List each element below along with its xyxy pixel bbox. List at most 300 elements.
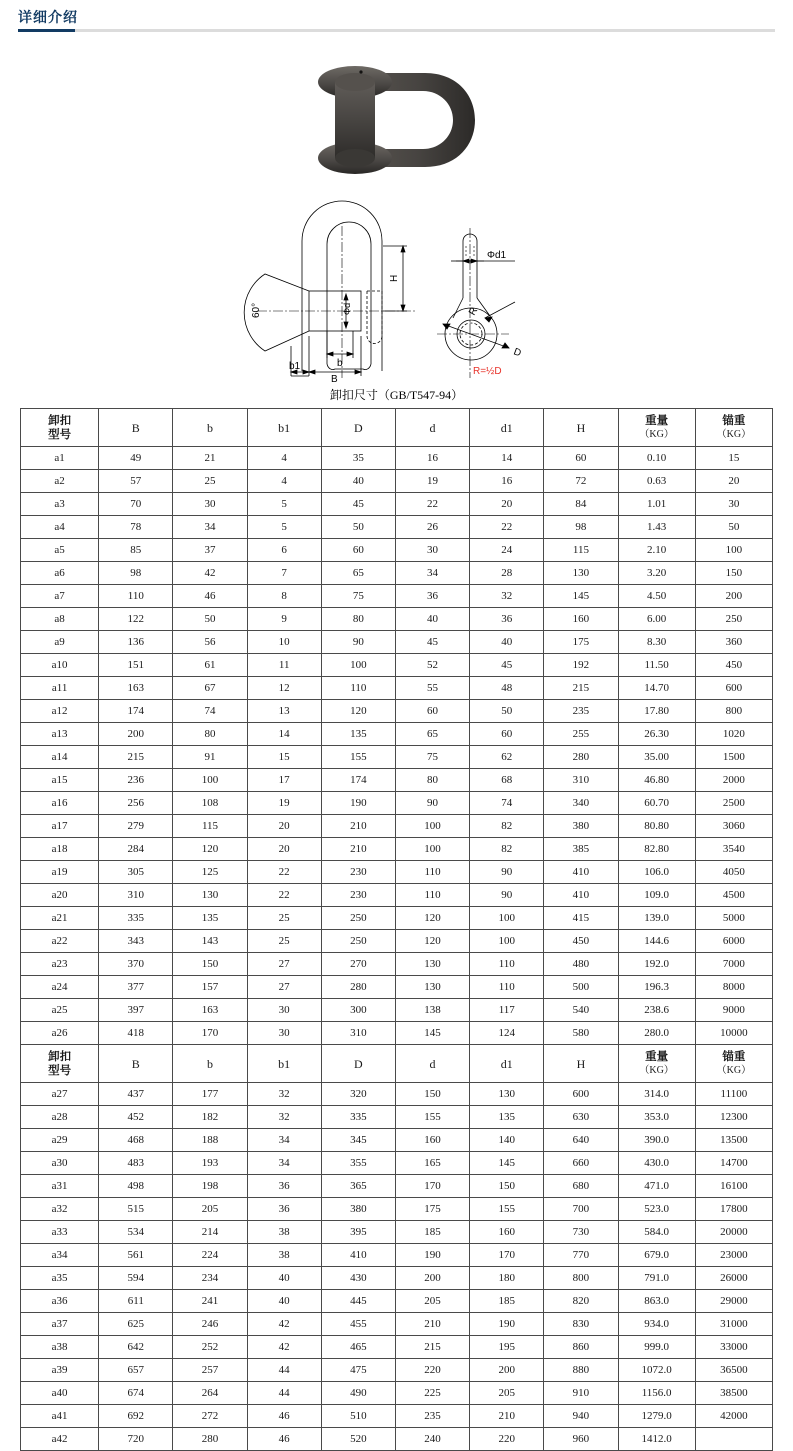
cell-value: 80 [321, 608, 395, 631]
cell-value: 130 [173, 884, 247, 907]
cell-value: 214 [173, 1221, 247, 1244]
cell-value: 120 [321, 700, 395, 723]
column-header-B: B [99, 1045, 173, 1083]
cell-value: 642 [99, 1336, 173, 1359]
cell-value: 120 [395, 907, 469, 930]
cell-value: 16 [395, 447, 469, 470]
cell-value: 193 [173, 1152, 247, 1175]
cell-value: 15 [695, 447, 772, 470]
cell-value: 210 [321, 838, 395, 861]
cell-value: 40 [321, 470, 395, 493]
column-header-d: d [395, 1045, 469, 1083]
cell-value: 2.10 [618, 539, 695, 562]
table-row [21, 608, 773, 631]
cell-value: 205 [395, 1290, 469, 1313]
cell-value: 430 [321, 1267, 395, 1290]
cell-value: 4 [247, 470, 321, 493]
label-phi-d1: Φd1 [486, 250, 506, 261]
cell-value: 210 [470, 1405, 544, 1428]
cell-value: 353.0 [618, 1106, 695, 1129]
table-row [21, 723, 773, 746]
cell-value: 32 [470, 585, 544, 608]
cell-value: 791.0 [618, 1267, 695, 1290]
cell-value: 594 [99, 1267, 173, 1290]
cell-value: 500 [544, 976, 618, 999]
cell-value: 235 [395, 1405, 469, 1428]
table-row [21, 1359, 773, 1382]
cell-value: 314.0 [618, 1083, 695, 1106]
cell-value: 31000 [695, 1313, 772, 1336]
cell-value: 65 [395, 723, 469, 746]
cell-value: 30 [173, 493, 247, 516]
table-row [21, 1382, 773, 1405]
cell-model: a11 [21, 677, 99, 700]
cell-model: a29 [21, 1129, 99, 1152]
cell-value: 498 [99, 1175, 173, 1198]
cell-model: a3 [21, 493, 99, 516]
cell-model: a21 [21, 907, 99, 930]
cell-value: 138 [395, 999, 469, 1022]
cell-value: 600 [544, 1083, 618, 1106]
cell-model: a6 [21, 562, 99, 585]
cell-value: 160 [395, 1129, 469, 1152]
cell-value: 0.63 [618, 470, 695, 493]
cell-value: 830 [544, 1313, 618, 1336]
cell-value: 625 [99, 1313, 173, 1336]
column-header-重量: 重量 （KG） [618, 409, 695, 447]
cell-value: 42000 [695, 1405, 772, 1428]
cell-value: 25 [247, 907, 321, 930]
cell-value: 160 [470, 1221, 544, 1244]
cell-value: 200 [470, 1359, 544, 1382]
cell-value: 40 [470, 631, 544, 654]
cell-value: 800 [695, 700, 772, 723]
cell-value: 720 [99, 1428, 173, 1451]
cell-value: 30 [395, 539, 469, 562]
cell-value: 75 [395, 746, 469, 769]
cell-value: 190 [470, 1313, 544, 1336]
cell-value: 68 [470, 769, 544, 792]
cell-value: 40 [247, 1267, 321, 1290]
column-header-b: b [173, 409, 247, 447]
cell-value: 29000 [695, 1290, 772, 1313]
cell-value: 14700 [695, 1152, 772, 1175]
cell-value: 34 [247, 1152, 321, 1175]
cell-value: 135 [470, 1106, 544, 1129]
cell-value: 205 [470, 1382, 544, 1405]
cell-value: 7 [247, 562, 321, 585]
cell-value: 820 [544, 1290, 618, 1313]
cell-value: 20 [470, 493, 544, 516]
cell-value: 120 [173, 838, 247, 861]
table-row [21, 1198, 773, 1221]
cell-value: 130 [395, 953, 469, 976]
cell-model: a13 [21, 723, 99, 746]
cell-value: 240 [395, 1428, 469, 1451]
cell-value: 180 [470, 1267, 544, 1290]
cell-value: 20 [695, 470, 772, 493]
cell-value: 106.0 [618, 861, 695, 884]
column-header-B: B [99, 409, 173, 447]
cell-value: 100 [470, 930, 544, 953]
cell-value: 185 [395, 1221, 469, 1244]
cell-value: 1.01 [618, 493, 695, 516]
cell-value: 155 [395, 1106, 469, 1129]
cell-model: a28 [21, 1106, 99, 1129]
cell-value: 185 [470, 1290, 544, 1313]
cell-value: 934.0 [618, 1313, 695, 1336]
cell-value: 74 [470, 792, 544, 815]
cell-model: a25 [21, 999, 99, 1022]
cell-model: a27 [21, 1083, 99, 1106]
cell-value: 210 [321, 815, 395, 838]
cell-value: 0.10 [618, 447, 695, 470]
table-row [21, 999, 773, 1022]
cell-value: 60 [321, 539, 395, 562]
cell-value: 33000 [695, 1336, 772, 1359]
table-row [21, 861, 773, 884]
cell-value: 22 [470, 516, 544, 539]
cell-value: 305 [99, 861, 173, 884]
cell-value: 90 [470, 884, 544, 907]
cell-value: 140 [470, 1129, 544, 1152]
cell-value: 215 [395, 1336, 469, 1359]
cell-value: 8 [247, 585, 321, 608]
cell-model: a37 [21, 1313, 99, 1336]
cell-model: a33 [21, 1221, 99, 1244]
table-row [21, 815, 773, 838]
cell-value: 238.6 [618, 999, 695, 1022]
label-D: D [511, 346, 523, 360]
column-header-b1: b1 [247, 1045, 321, 1083]
cell-value: 22 [395, 493, 469, 516]
cell-value: 45 [321, 493, 395, 516]
cell-value: 465 [321, 1336, 395, 1359]
column-header-d1: d1 [470, 409, 544, 447]
cell-value: 225 [395, 1382, 469, 1405]
table-row [21, 838, 773, 861]
cell-value: 310 [99, 884, 173, 907]
cell-value: 310 [321, 1022, 395, 1045]
column-header-b: b [173, 1045, 247, 1083]
cell-value: 110 [395, 861, 469, 884]
cell-value: 220 [470, 1428, 544, 1451]
column-header-H: H [544, 409, 618, 447]
cell-value: 110 [395, 884, 469, 907]
cell-value: 611 [99, 1290, 173, 1313]
spec-table-body [21, 409, 773, 1451]
cell-value: 534 [99, 1221, 173, 1244]
shackle-photo-graphic [297, 55, 497, 185]
column-header-H: H [544, 1045, 618, 1083]
cell-value: 60 [395, 700, 469, 723]
cell-value: 27 [247, 976, 321, 999]
cell-value: 151 [99, 654, 173, 677]
cell-value: 20 [247, 815, 321, 838]
cell-value: 11 [247, 654, 321, 677]
cell-value: 135 [173, 907, 247, 930]
cell-value: 130 [395, 976, 469, 999]
cell-value: 120 [395, 930, 469, 953]
cell-value: 355 [321, 1152, 395, 1175]
cell-value: 60 [470, 723, 544, 746]
cell-value: 175 [395, 1198, 469, 1221]
cell-value: 600 [695, 677, 772, 700]
table-row [21, 930, 773, 953]
cell-value: 124 [470, 1022, 544, 1045]
cell-model: a32 [21, 1198, 99, 1221]
cell-value: 67 [173, 677, 247, 700]
header-divider [18, 29, 775, 32]
cell-value: 30 [247, 999, 321, 1022]
cell-value: 82 [470, 815, 544, 838]
cell-value: 117 [470, 999, 544, 1022]
cell-value: 660 [544, 1152, 618, 1175]
cell-value: 42 [247, 1313, 321, 1336]
cell-model: a20 [21, 884, 99, 907]
cell-value: 25 [173, 470, 247, 493]
cell-value: 145 [395, 1022, 469, 1045]
cell-value: 455 [321, 1313, 395, 1336]
cell-value: 5 [247, 516, 321, 539]
table-row [21, 1022, 773, 1045]
cell-value: 91 [173, 746, 247, 769]
cell-value: 4.50 [618, 585, 695, 608]
shackle-pin-hole [359, 70, 362, 73]
cell-value: 860 [544, 1336, 618, 1359]
cell-value: 236 [99, 769, 173, 792]
cell-model: a38 [21, 1336, 99, 1359]
cell-value: 26.30 [618, 723, 695, 746]
cell-value: 580 [544, 1022, 618, 1045]
cell-model: a23 [21, 953, 99, 976]
cell-value: 19 [395, 470, 469, 493]
cell-value: 170 [395, 1175, 469, 1198]
cell-value: 21 [173, 447, 247, 470]
cell-value: 122 [99, 608, 173, 631]
cell-model: a39 [21, 1359, 99, 1382]
cell-value: 280 [544, 746, 618, 769]
cell-value: 125 [173, 861, 247, 884]
cell-value: 136 [99, 631, 173, 654]
cell-value [695, 1428, 772, 1451]
cell-value: 410 [544, 884, 618, 907]
cell-value: 36 [247, 1198, 321, 1221]
cell-value: 34 [247, 1129, 321, 1152]
cell-value: 145 [544, 585, 618, 608]
cell-value: 1500 [695, 746, 772, 769]
shackle-pin [335, 82, 375, 158]
cell-model: a36 [21, 1290, 99, 1313]
table-row [21, 516, 773, 539]
cell-model: a10 [21, 654, 99, 677]
cell-value: 657 [99, 1359, 173, 1382]
table-row [21, 1175, 773, 1198]
cell-value: 30 [247, 1022, 321, 1045]
cell-value: 6.00 [618, 608, 695, 631]
cell-value: 230 [321, 884, 395, 907]
cell-value: 150 [470, 1175, 544, 1198]
drawing-caption [0, 386, 793, 403]
cell-value: 800 [544, 1267, 618, 1290]
cell-model: a17 [21, 815, 99, 838]
cell-value: 210 [395, 1313, 469, 1336]
cell-value: 12300 [695, 1106, 772, 1129]
cell-value: 16100 [695, 1175, 772, 1198]
cell-value: 284 [99, 838, 173, 861]
cell-value: 163 [99, 677, 173, 700]
label-formula-r-half-d: R=½D [472, 366, 502, 377]
cell-value: 98 [544, 516, 618, 539]
cell-value: 35.00 [618, 746, 695, 769]
table-row [21, 1428, 773, 1451]
cell-value: 36 [395, 585, 469, 608]
cell-value: 960 [544, 1428, 618, 1451]
cell-value: 8.30 [618, 631, 695, 654]
cell-value: 90 [321, 631, 395, 654]
cell-value: 679.0 [618, 1244, 695, 1267]
cell-value: 188 [173, 1129, 247, 1152]
cell-value: 272 [173, 1405, 247, 1428]
cell-value: 60.70 [618, 792, 695, 815]
cell-value: 257 [173, 1359, 247, 1382]
cell-value: 177 [173, 1083, 247, 1106]
cell-value: 380 [321, 1198, 395, 1221]
cell-value: 940 [544, 1405, 618, 1428]
cell-value: 3060 [695, 815, 772, 838]
cell-value: 450 [544, 930, 618, 953]
cell-value: 130 [470, 1083, 544, 1106]
cell-value: 700 [544, 1198, 618, 1221]
cell-value: 471.0 [618, 1175, 695, 1198]
cell-value: 109.0 [618, 884, 695, 907]
cell-value: 300 [321, 999, 395, 1022]
cell-value: 56 [173, 631, 247, 654]
cell-value: 144.6 [618, 930, 695, 953]
cell-value: 22 [247, 884, 321, 907]
cell-value: 40 [395, 608, 469, 631]
cell-value: 16 [470, 470, 544, 493]
table-row [21, 493, 773, 516]
shackle-dimension-drawing [247, 186, 547, 386]
cell-value: 343 [99, 930, 173, 953]
cell-value: 15 [247, 746, 321, 769]
cell-value: 70 [99, 493, 173, 516]
shackle-pin-head-bottom [335, 149, 375, 167]
cell-value: 863.0 [618, 1290, 695, 1313]
cell-value: 38 [247, 1244, 321, 1267]
cell-value: 46 [247, 1428, 321, 1451]
cell-value: 82 [470, 838, 544, 861]
cell-value: 255 [544, 723, 618, 746]
cell-value: 1072.0 [618, 1359, 695, 1382]
cell-value: 692 [99, 1405, 173, 1428]
table-row [21, 631, 773, 654]
cell-value: 26000 [695, 1267, 772, 1290]
cell-model: a8 [21, 608, 99, 631]
table-row [21, 677, 773, 700]
cell-value: 14 [247, 723, 321, 746]
cell-value: 115 [544, 539, 618, 562]
cell-value: 38500 [695, 1382, 772, 1405]
table-row [21, 700, 773, 723]
cell-value: 215 [544, 677, 618, 700]
column-header-D: D [321, 409, 395, 447]
cell-value: 418 [99, 1022, 173, 1045]
cell-value: 5000 [695, 907, 772, 930]
cell-value: 170 [470, 1244, 544, 1267]
cell-value: 1412.0 [618, 1428, 695, 1451]
cell-value: 445 [321, 1290, 395, 1313]
cell-value: 26 [395, 516, 469, 539]
cell-value: 390.0 [618, 1129, 695, 1152]
cell-value: 130 [544, 562, 618, 585]
cell-value: 100 [395, 815, 469, 838]
cell-value: 17800 [695, 1198, 772, 1221]
cell-value: 42 [173, 562, 247, 585]
cell-value: 3.20 [618, 562, 695, 585]
cell-value: 17 [247, 769, 321, 792]
column-header-锚重: 锚重 （KG） [695, 409, 772, 447]
cell-value: 150 [395, 1083, 469, 1106]
cell-value: 155 [470, 1198, 544, 1221]
cell-value: 34 [173, 516, 247, 539]
cell-value: 198 [173, 1175, 247, 1198]
table-row [21, 562, 773, 585]
cell-value: 380 [544, 815, 618, 838]
table-row [21, 654, 773, 677]
cell-value: 25 [247, 930, 321, 953]
cell-value: 90 [470, 861, 544, 884]
cell-value: 395 [321, 1221, 395, 1244]
cell-value: 72 [544, 470, 618, 493]
cell-value: 90 [395, 792, 469, 815]
cell-value: 335 [321, 1106, 395, 1129]
cell-value: 20 [247, 838, 321, 861]
cell-value: 5 [247, 493, 321, 516]
cell-value: 252 [173, 1336, 247, 1359]
table-row [21, 953, 773, 976]
column-header-锚重: 锚重 （KG） [695, 1045, 772, 1083]
cell-value: 85 [99, 539, 173, 562]
cell-value: 415 [544, 907, 618, 930]
cell-value: 437 [99, 1083, 173, 1106]
cell-value: 36 [247, 1175, 321, 1198]
drawing-caption-cn: 卸扣尺寸 [329, 388, 378, 402]
cell-value: 19 [247, 792, 321, 815]
cell-model: a31 [21, 1175, 99, 1198]
cell-value: 62 [470, 746, 544, 769]
label-R: R [466, 305, 480, 318]
cell-value: 220 [395, 1359, 469, 1382]
cell-value: 35 [321, 447, 395, 470]
cell-value: 52 [395, 654, 469, 677]
cell-value: 450 [695, 654, 772, 677]
cell-model: a1 [21, 447, 99, 470]
table-row [21, 884, 773, 907]
table-row [21, 1129, 773, 1152]
cell-value: 13500 [695, 1129, 772, 1152]
cell-value: 82.80 [618, 838, 695, 861]
cell-value: 20000 [695, 1221, 772, 1244]
cell-value: 880 [544, 1359, 618, 1382]
drawing-caption-standard: （GB/T547-94） [377, 388, 464, 402]
label-b1: b1 [288, 361, 300, 372]
cell-value: 22 [247, 861, 321, 884]
cell-value: 170 [173, 1022, 247, 1045]
cell-value: 143 [173, 930, 247, 953]
cell-value: 75 [321, 585, 395, 608]
